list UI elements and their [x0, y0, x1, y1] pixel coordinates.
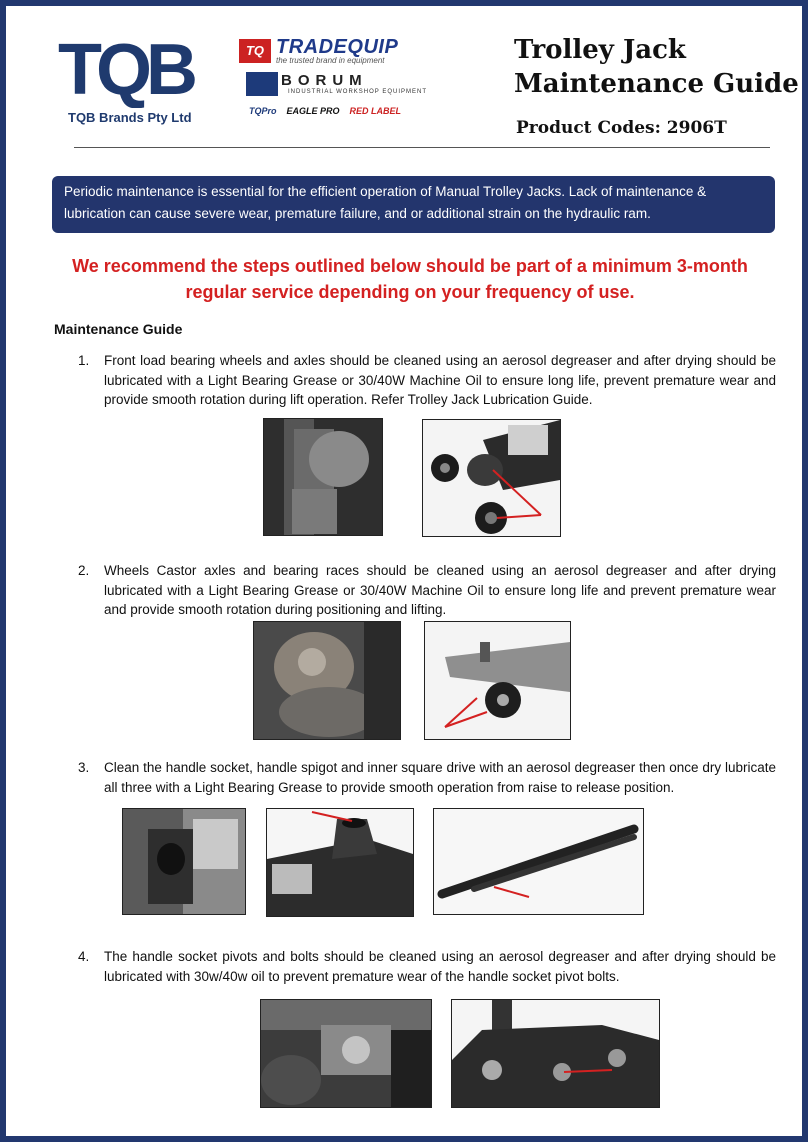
step-2 — [78, 561, 776, 620]
section-title: Maintenance Guide — [54, 321, 183, 337]
product-codes: Product Codes: 2906T — [516, 118, 727, 138]
photo-handle-spigot — [266, 808, 414, 917]
company-name: TQB Brands Pty Ltd — [68, 110, 192, 125]
borum-subtitle: INDUSTRIAL WORKSHOP EQUIPMENT — [288, 89, 428, 95]
borum-logo: BORUM — [281, 72, 368, 89]
tqb-logo-text: TQB — [58, 30, 192, 108]
redlabel-logo: RED LABEL — [349, 106, 402, 116]
step-text: The handle socket pivots and bolts should be cleaned using an aerosol degreaser and after drying should be lubricated with 30w/40w oil to prevent premature wear of the handle socket pivot bolts. — [104, 949, 776, 984]
tradequip-logo: TRADEQUIP — [276, 36, 399, 58]
tradequip-tagline: the trusted brand in equipment — [276, 56, 385, 65]
step-text: Wheels Castor axles and bearing races should be cleaned using an aerosol degreaser and after drying lubricated with a Light Bearing Grease or 30/40W Machine Oil to ensure long life and prevent premature wear and provide smooth rotation during positioning and lifting. — [104, 563, 776, 617]
recommendation-heading: We recommend the steps outlined below should be part of a minimum 3-month regular service depending on your frequency of use. — [72, 256, 748, 302]
intro-box: Periodic maintenance is essential for the efficient operation of Manual Trolley Jacks. Lack of maintenance & lubrication can cause severe wear, premature failure, and or additional strain on the hydraulic ram. — [52, 176, 775, 233]
header-divider — [74, 147, 770, 148]
tq-badge: TQ — [239, 39, 271, 63]
step-3 — [78, 758, 776, 797]
photo-pivot-bolt-arrows — [451, 999, 660, 1108]
photo-handle-socket — [122, 808, 246, 915]
document-title — [514, 33, 799, 101]
step-4 — [78, 947, 776, 986]
step-text: Front load bearing wheels and axles should be cleaned using an aerosol degreaser and after drying should be lubricated with a Light Bearing Grease or 30/40W Machine Oil to ensure long life, prevent premature wear and provide smooth rotation during lift operation. Refer Trolley Jack Lubrication Guide. — [104, 353, 776, 407]
step-1 — [78, 351, 776, 410]
title-line-1: Trolley Jack — [514, 35, 686, 65]
eaglepro-logo: EAGLE PRO — [286, 106, 340, 116]
borum-mark-icon — [246, 72, 278, 96]
photo-castor-closeup — [253, 621, 401, 740]
step-number: 2. — [78, 563, 90, 578]
title-line-2: Maintenance Guide — [514, 69, 799, 99]
photo-pivot-bolt-closeup — [260, 999, 432, 1108]
photo-castor-arrows — [424, 621, 571, 740]
tqpro-logo: TQPro — [249, 106, 277, 116]
step-number: 1. — [78, 353, 90, 368]
brand-strip — [249, 106, 401, 116]
step-number: 4. — [78, 949, 90, 964]
photo-front-wheel-closeup — [263, 418, 383, 536]
photo-front-wheel-arrows — [422, 419, 561, 537]
step-number: 3. — [78, 760, 90, 775]
step-text: Clean the handle socket, handle spigot and inner square drive with an aerosol degreaser then once dry lubricate all three with a Light Bearing Grease to provide smooth operation from raise to release position. — [104, 760, 776, 795]
photo-handle-drive — [433, 808, 644, 915]
